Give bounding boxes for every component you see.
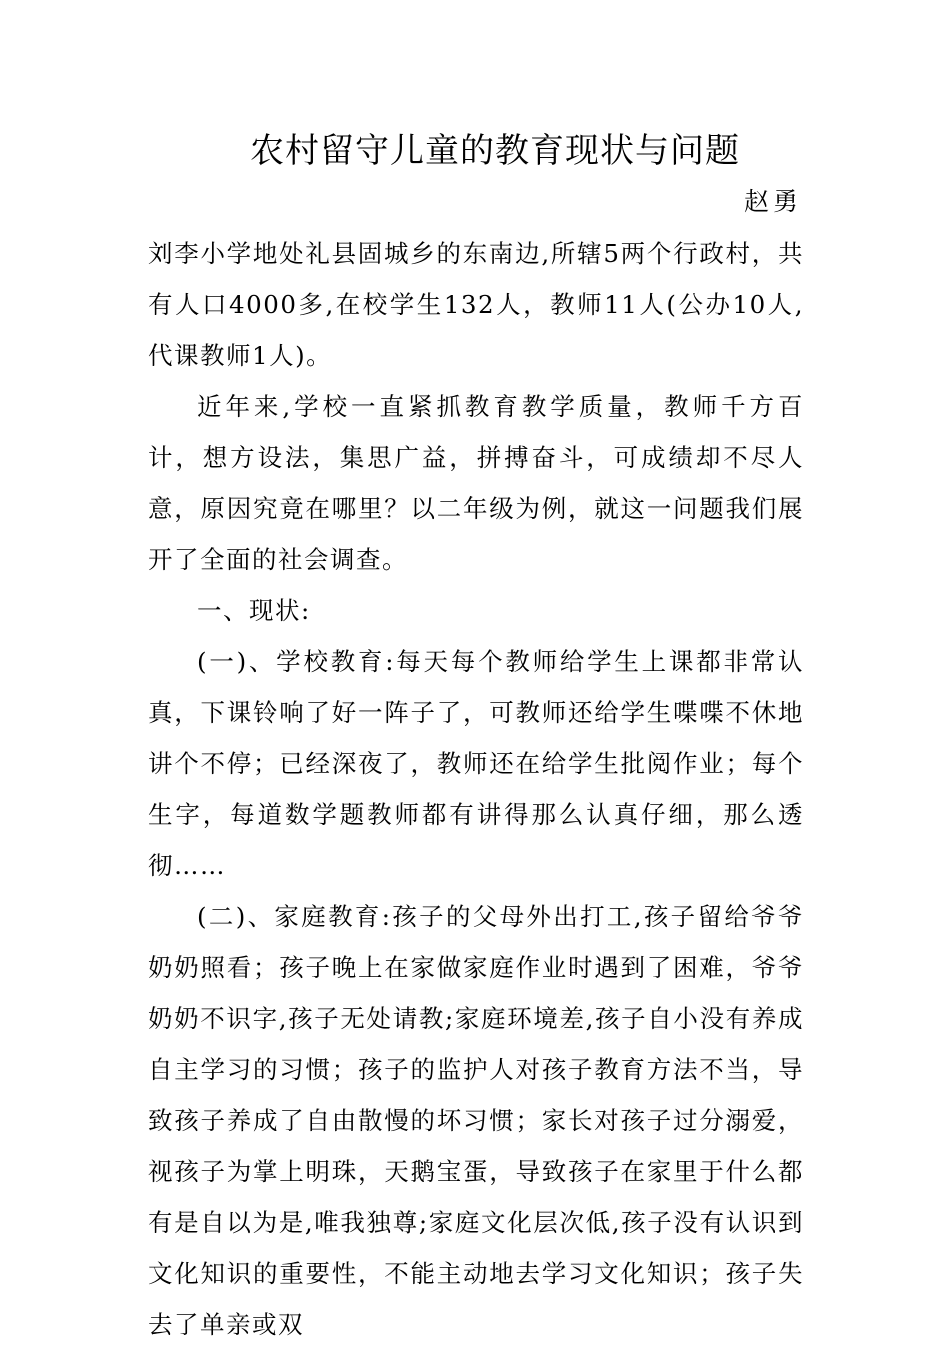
section-heading-status: 一、现状: (197, 596, 311, 625)
document-title: 农村留守儿童的教育现状与问题 (250, 131, 740, 171)
document-body (148, 228, 804, 1350)
paragraph-family-education: (二)、家庭教育:孩子的父母外出打工,孩子留给爷爷奶奶照看；孩子晚上在家做家庭作业时遇到了困难，爷爷奶奶不识字,孩子无处请教;家庭环境差,孩子自小没有养成自主学习的习惯；孩子的监护人对孩子教育方法不当，导致孩子养成了自由散慢的坏习惯；家长对孩子过分溺爱，视孩子为掌上明珠，天鹅宝蛋，导致孩子在家里于什么都有是自以为是,唯我独尊;家庭文化层次低,孩子没有认识到文化知识的重要性，不能主动地去学习文化知识；孩子失去了单亲或双 (148, 902, 804, 1339)
paragraph-background: 近年来,学校一直紧抓教育教学质量，教师千方百计，想方设法，集思广益，拼搏奋斗，可成绩却不尽人意，原因究竟在哪里？以二年级为例，就这一问题我们展开了全面的社会调查。 (148, 392, 804, 574)
paragraph-school-education: (一)、学校教育:每天每个教师给学生上课都非常认真，下课铃响了好一阵子了，可教师还给学生喋喋不休地讲个不停；已经深夜了，教师还在给学生批阅作业；每个生字，每道数学题教师都有讲得那么认真仔细，那么透彻…… (148, 647, 804, 880)
paragraph-intro: 刘李小学地处礼县固城乡的东南边,所辖5两个行政村，共有人口4000多,在校学生132人，教师11人(公办10人,代课教师1人)。 (148, 239, 804, 370)
document-author: 赵勇 (743, 187, 802, 216)
